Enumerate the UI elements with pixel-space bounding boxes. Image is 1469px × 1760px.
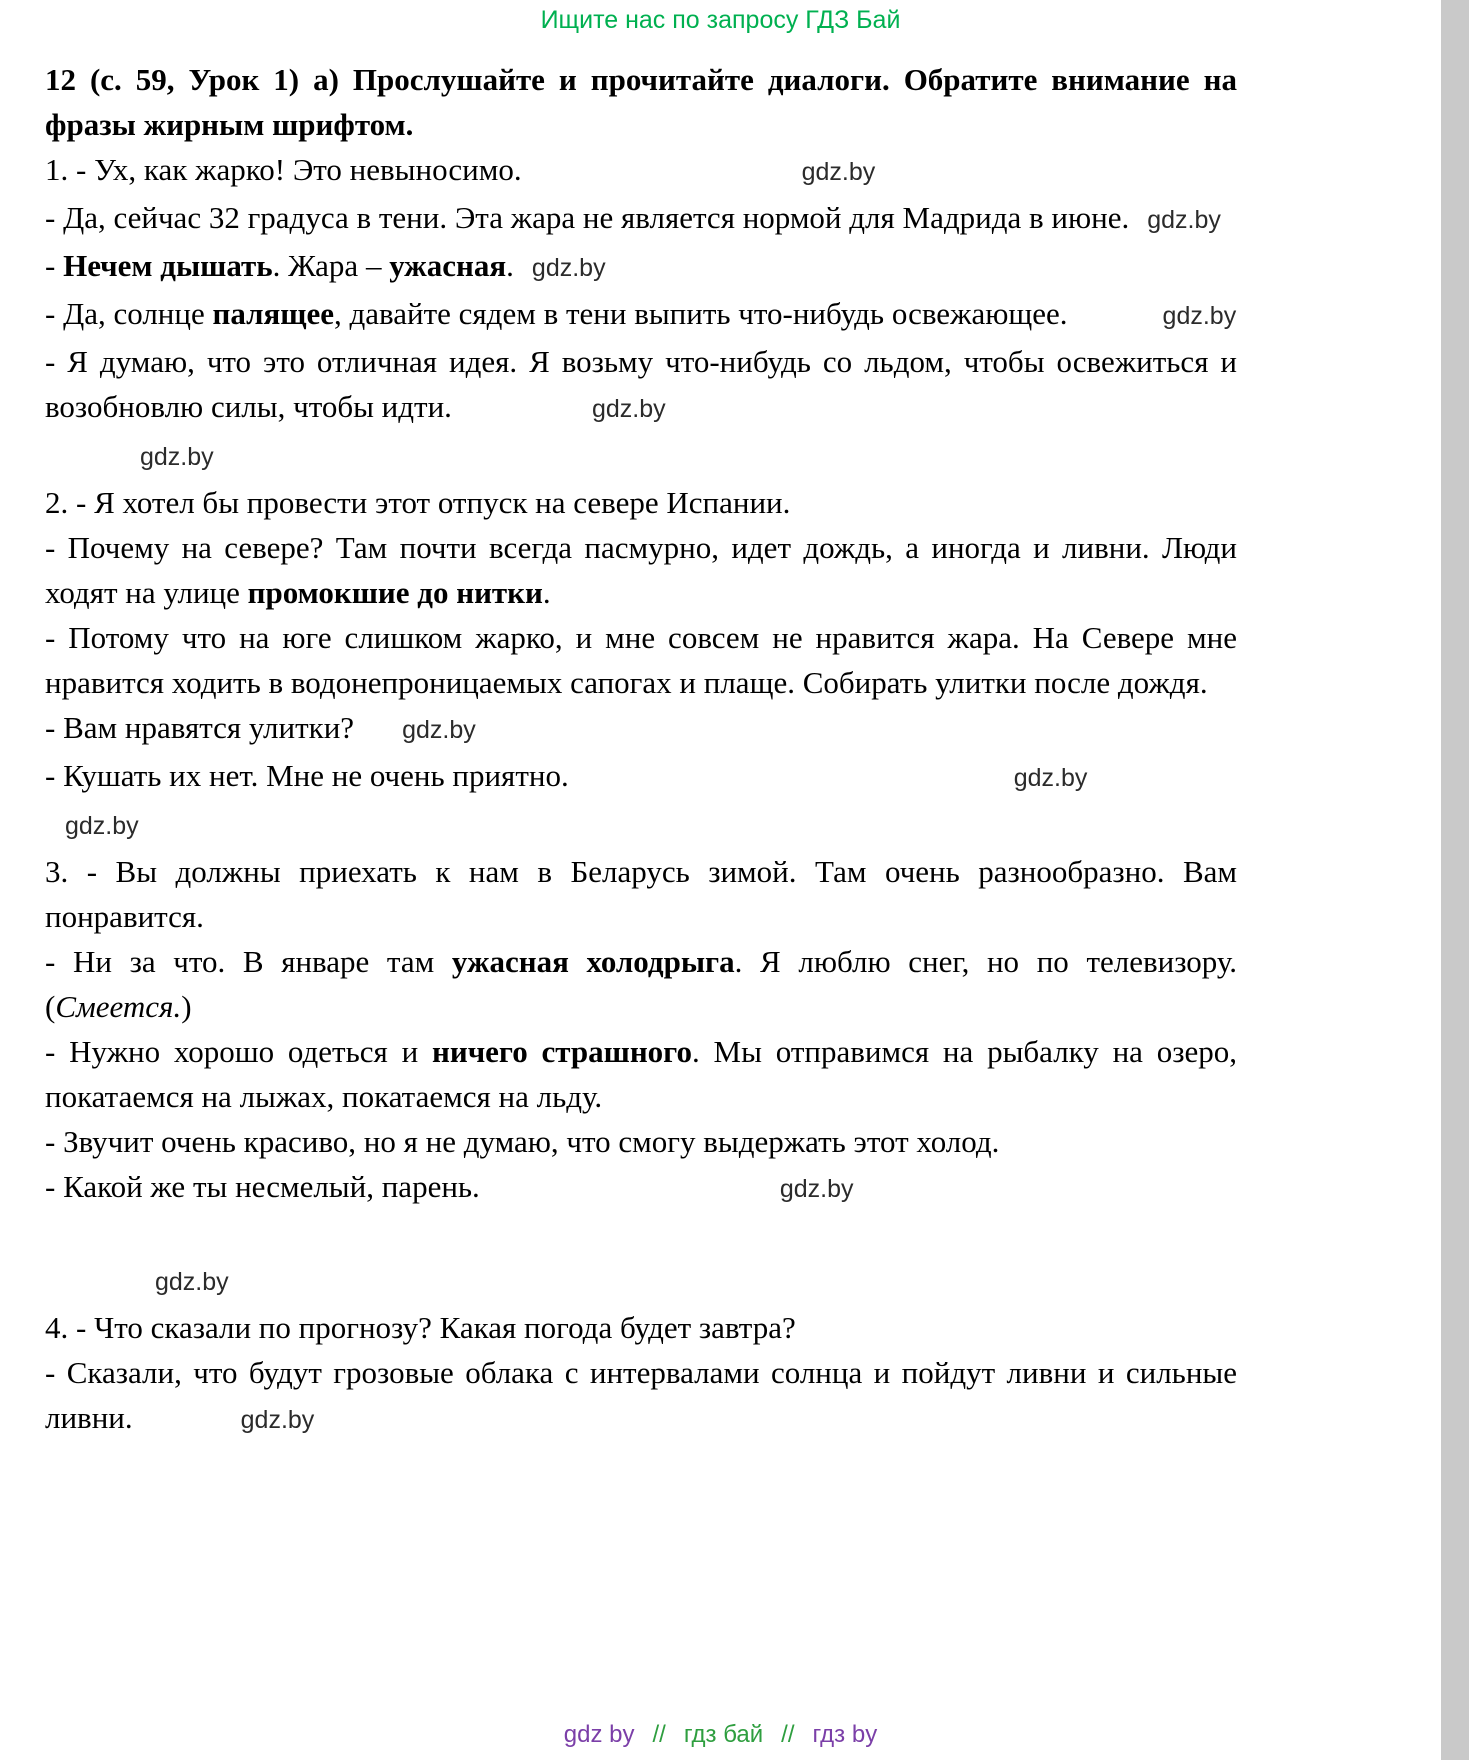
footer-link[interactable]: gdz by [563, 1721, 635, 1748]
paragraph [45, 1164, 1237, 1212]
paragraph [45, 849, 1237, 939]
text-segment: ужасная [389, 248, 507, 283]
right-margin-strip [1441, 0, 1469, 1760]
text-segment: - Потому что на юге слишком жарко, и мне совсем не нравится жара. На Севере мне нравится ходить в водонепроницаемых сапогах и плаще. Собирать улитки после дождя. [45, 620, 1237, 700]
text-segment: - Кушать их нет. Мне не очень приятно. [45, 758, 569, 793]
text-segment: - Какой же ты несмелый, парень. [45, 1169, 480, 1204]
paragraph [45, 339, 1237, 432]
gdzby-watermark: gdz.by [591, 395, 666, 423]
gdzby-watermark: gdz.by [531, 254, 606, 282]
text-segment: - Вам нравятся улитки? [45, 710, 355, 745]
gdzby-watermark: gdz.by [65, 812, 139, 840]
paragraph [45, 939, 1237, 1029]
text-segment: - Нужно хорошо одеться и [45, 1034, 432, 1069]
text-segment: ничего страшного [431, 1034, 692, 1069]
text-segment: 2. - Я хотел бы провести этот отпуск на севере Испании. [45, 485, 791, 520]
text-segment: Смеется. [55, 989, 182, 1024]
text-segment: 4. - Что сказали по прогнозу? Какая погода будет завтра? [45, 1310, 796, 1345]
text-segment: - [45, 248, 64, 283]
text-segment: . Жара – [272, 248, 390, 283]
text-segment: . [506, 248, 514, 283]
paragraph [45, 1350, 1237, 1443]
paragraph [45, 291, 1237, 339]
text-segment: , давайте сядем в тени выпить что-нибудь освежающее. [334, 296, 1068, 331]
text-segment: 1. - Ух, как жарко! Это невыносимо. [45, 152, 522, 187]
paragraph [45, 480, 1237, 525]
text-segment: . Я люблю снег, но по телевизору. ( [45, 944, 1238, 1024]
footer-separator: // [652, 1721, 666, 1748]
paragraph [45, 1029, 1237, 1119]
gdzby-watermark: gdz.by [1147, 206, 1221, 234]
paragraph [45, 525, 1237, 615]
footer [0, 1720, 1441, 1750]
text-segment: - Звучит очень красиво, но я не думаю, что смогу выдержать этот холод. [45, 1124, 1000, 1159]
paragraph [45, 801, 1237, 849]
paragraph [45, 1257, 1237, 1305]
document-body [0, 35, 1441, 1443]
text-segment: палящее [212, 296, 334, 331]
text-segment: ужасная холодрыга [451, 944, 735, 979]
text-segment: - Сказали, что будут грозовые облака с интервалами солнца и пойдут ливни и сильные ливни. [45, 1355, 1237, 1435]
exercise-heading: 12 (с. 59, Урок 1) а) Прослушайте и прочитайте диалоги. Обратите внимание на фразы жирным шрифтом. [45, 62, 1237, 142]
gdzby-watermark: gdz.by [1162, 302, 1237, 330]
paragraph [45, 432, 1237, 480]
paragraph [45, 1212, 1237, 1257]
paragraph [45, 753, 1237, 801]
paragraph [45, 147, 1237, 195]
promo-banner: Ищите нас по запросу ГДЗ Бай [540, 6, 901, 34]
text-segment: промокшие до нитки [247, 575, 543, 610]
text-segment: ) [181, 989, 192, 1024]
gdzby-watermark: gdz.by [140, 443, 214, 471]
paragraph [45, 195, 1237, 243]
text-segment: - Ни за что. В январе там [45, 944, 452, 979]
paragraph [45, 243, 1237, 291]
footer-separator: // [781, 1721, 795, 1748]
text-segment: - Да, солнце [45, 296, 213, 331]
text-segment: - Почему на севере? Там почти всегда пасмурно, идет дождь, а иногда и ливни. Люди ходят на улице [45, 530, 1237, 610]
paragraph [45, 1119, 1237, 1164]
text-segment: . [542, 575, 551, 610]
text-segment: Нечем дышать [63, 248, 273, 283]
gdzby-watermark: gdz.by [801, 158, 876, 186]
paragraph [45, 1305, 1237, 1350]
footer-link[interactable]: гдз by [812, 1721, 878, 1748]
paragraph [45, 615, 1237, 705]
gdzby-watermark: gdz.by [240, 1406, 315, 1434]
gdzby-watermark: gdz.by [155, 1268, 229, 1296]
text-segment: - Я думаю, что это отличная идея. Я возьму что-нибудь со льдом, чтобы освежиться и возобновлю силы, чтобы идти. [45, 344, 1237, 424]
paragraph [45, 705, 1237, 753]
footer-link[interactable]: гдз бай [683, 1721, 764, 1748]
text-segment: 3. - Вы должны приехать к нам в Беларусь зимой. Там очень разнообразно. Вам понравится. [45, 854, 1237, 934]
gdzby-watermark: gdz.by [779, 1175, 854, 1203]
gdzby-watermark: gdz.by [1013, 764, 1088, 792]
text-segment: - Да, сейчас 32 градуса в тени. Эта жара не является нормой для Мадрида в июне. [45, 200, 1130, 235]
gdzby-watermark: gdz.by [402, 716, 476, 744]
text-segment: . Мы отправимся на рыбалку на озеро, покатаемся на лыжах, покатаемся на льду. [45, 1034, 1238, 1114]
